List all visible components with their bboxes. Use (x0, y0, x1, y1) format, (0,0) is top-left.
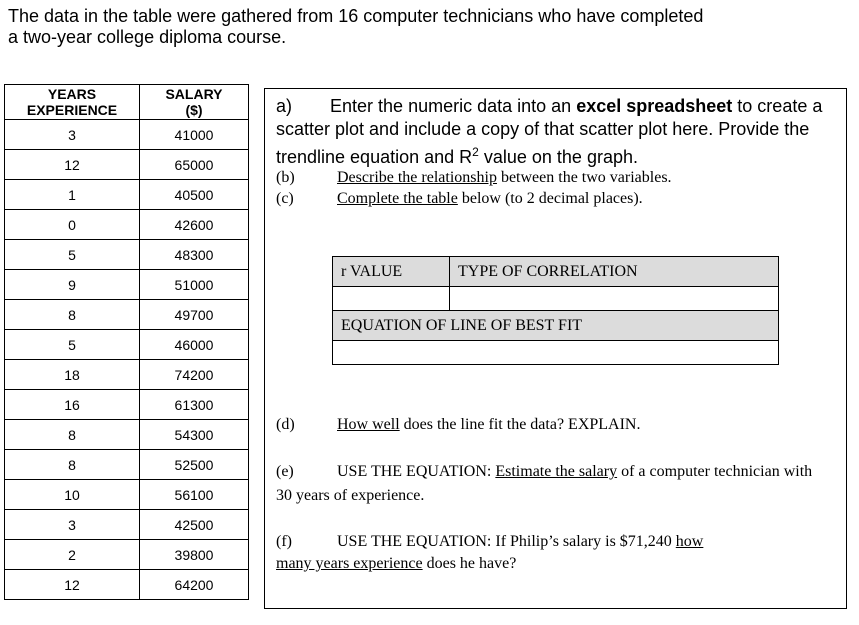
question-e-text-1: USE THE EQUATION: (337, 463, 492, 480)
table-row (5, 210, 249, 240)
table-row (5, 570, 249, 600)
question-b-label: (b) (276, 169, 295, 186)
years-header-line-2: EXPERIENCE (26, 102, 118, 118)
question-e-text-2: of a computer technician with (621, 463, 813, 480)
salary-cell: 74200 (140, 360, 249, 390)
salary-header-line-1: SALARY (165, 86, 223, 102)
salary-cell: 42600 (140, 210, 249, 240)
salary-cell: 41000 (140, 120, 249, 150)
salary-cell: 46000 (140, 330, 249, 360)
correlation-header-row (333, 257, 779, 287)
table-row (5, 150, 249, 180)
years-cell: 0 (5, 210, 140, 240)
question-c-underlined: Complete the table (337, 190, 458, 207)
salary-header-line-2: ($) (185, 102, 203, 118)
question-d (276, 415, 640, 434)
r-value-header: r VALUE (333, 257, 450, 287)
question-a-bold: excel spreadsheet (576, 96, 733, 116)
table-row (5, 360, 249, 390)
years-cell: 10 (5, 480, 140, 510)
salary-cell: 54300 (140, 420, 249, 450)
years-cell: 8 (5, 420, 140, 450)
table-row (5, 240, 249, 270)
intro-line-2: a two-year college diploma course. (8, 27, 287, 47)
years-cell: 5 (5, 240, 140, 270)
question-b (276, 168, 672, 187)
salary-cell: 61300 (140, 390, 249, 420)
question-d-underlined: How well (337, 416, 400, 433)
table-header-row (5, 85, 249, 120)
table-row (5, 270, 249, 300)
data-table (4, 84, 249, 600)
intro-line-1: The data in the table were gathered from 16 computer technicians who have completed (8, 6, 704, 26)
question-a-text-1: Enter the numeric data into an (330, 96, 572, 116)
question-a-text-2: to create a scatter plot and include a copy of that scatter plot here. Provide the trendline equation and R (276, 96, 823, 167)
question-f-underlined-1: how (675, 533, 704, 550)
table-row (5, 420, 249, 450)
table-row (5, 450, 249, 480)
question-f (276, 531, 841, 575)
question-e-underlined: Estimate the salary (495, 463, 618, 480)
question-c (276, 189, 643, 208)
question-a-text-3: value on the graph. (483, 147, 638, 167)
question-a-sup: 2 (472, 145, 479, 159)
table-row (5, 480, 249, 510)
correlation-answer-row (333, 287, 779, 311)
years-cell: 18 (5, 360, 140, 390)
years-cell: 3 (5, 510, 140, 540)
question-a (276, 95, 841, 169)
table-row (5, 300, 249, 330)
years-cell: 2 (5, 540, 140, 570)
question-f-rest: does he have? (426, 555, 517, 572)
equation-answer-row (333, 341, 779, 365)
salary-cell: 52500 (140, 450, 249, 480)
years-cell: 3 (5, 120, 140, 150)
table-row (5, 390, 249, 420)
question-a-label: a) (276, 96, 293, 116)
r-value-answer-cell[interactable] (333, 287, 450, 311)
salary-cell: 65000 (140, 150, 249, 180)
table-row (5, 330, 249, 360)
years-cell: 5 (5, 330, 140, 360)
years-cell: 12 (5, 150, 140, 180)
question-d-rest: does the line fit the data? EXPLAIN. (403, 416, 641, 433)
question-f-label: (f) (276, 533, 292, 550)
question-b-underlined: Describe the relationship (337, 169, 497, 186)
equation-header: EQUATION OF LINE OF BEST FIT (333, 311, 779, 341)
table-row (5, 120, 249, 150)
salary-cell: 48300 (140, 240, 249, 270)
salary-cell: 51000 (140, 270, 249, 300)
question-c-rest: below (to 2 decimal places). (461, 190, 643, 207)
years-cell: 8 (5, 300, 140, 330)
years-cell: 16 (5, 390, 140, 420)
salary-cell: 39800 (140, 540, 249, 570)
years-cell: 8 (5, 450, 140, 480)
salary-cell: 64200 (140, 570, 249, 600)
question-f-text-1: USE THE EQUATION: If Philip’s salary is $71,240 (337, 533, 672, 550)
question-e-line-3: 30 years of experience. (276, 487, 425, 504)
salary-cell: 49700 (140, 300, 249, 330)
table-row (5, 510, 249, 540)
intro-text (8, 6, 848, 48)
question-d-label: (d) (276, 416, 295, 433)
years-cell: 9 (5, 270, 140, 300)
salary-header (140, 85, 249, 120)
correlation-type-answer-cell[interactable] (450, 287, 779, 311)
salary-cell: 42500 (140, 510, 249, 540)
salary-cell: 40500 (140, 180, 249, 210)
question-e-label: (e) (276, 463, 294, 480)
table-body (5, 120, 249, 600)
years-header-line-1: YEARS (47, 86, 97, 102)
table-row (5, 180, 249, 210)
question-b-rest: between the two variables. (500, 169, 672, 186)
question-box (264, 88, 847, 609)
equation-answer-cell[interactable] (333, 341, 779, 365)
years-header (5, 85, 140, 120)
question-f-underlined-2: many years experience (276, 555, 423, 572)
equation-header-row (333, 311, 779, 341)
correlation-table (332, 256, 779, 365)
question-e (276, 461, 841, 509)
years-cell: 12 (5, 570, 140, 600)
correlation-type-header: TYPE OF CORRELATION (450, 257, 779, 287)
years-cell: 1 (5, 180, 140, 210)
salary-cell: 56100 (140, 480, 249, 510)
question-c-label: (c) (276, 190, 294, 207)
table-row (5, 540, 249, 570)
